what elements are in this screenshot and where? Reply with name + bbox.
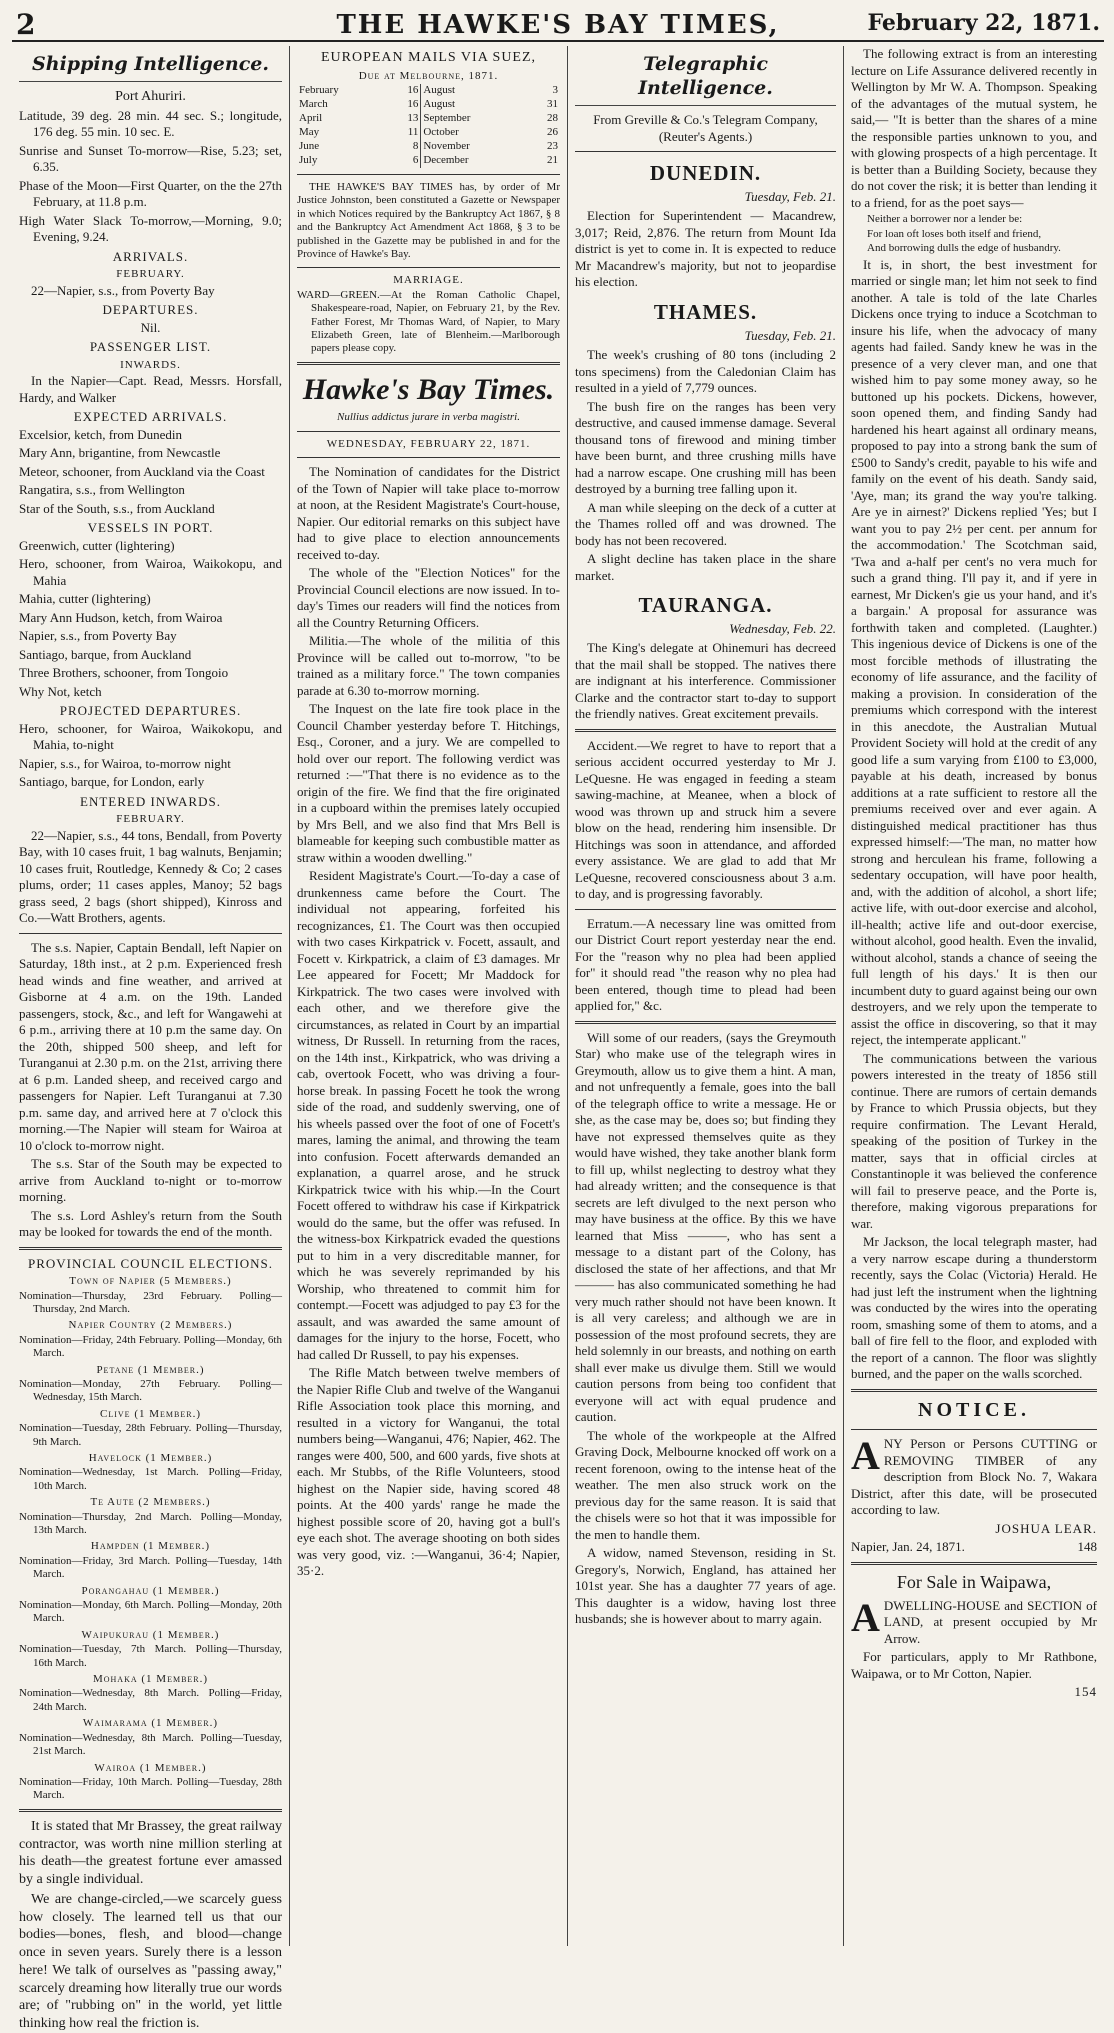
projected-heading: PROJECTED DEPARTURES. [59, 703, 242, 719]
mail-month: April [299, 112, 323, 125]
expected-heading: EXPECTED ARRIVALS. [73, 409, 228, 425]
mail-day: 28 [547, 112, 558, 125]
divider [851, 1562, 1097, 1565]
notice-place: Napier, Jan. 24, 1871. [851, 1539, 965, 1555]
passenger-heading: PASSENGER LIST. [89, 339, 212, 355]
sale-text [851, 1594, 1097, 1648]
vessels-heading: VESSELS IN PORT. [87, 520, 214, 536]
mail-day: 6 [388, 154, 420, 168]
tauranga-heading: TAURANGA. [638, 593, 773, 618]
telegram-source: From Greville & Co.'s Telegram Company, (Reuter's Agents.) [593, 112, 818, 144]
extract-paragraph: The following extract is from an interesting lecture on Life Assurance delivered recently in Wellington by Mr W. A. Thompson. Speaking of the advantages of the mutual system, he said,— "It is better than the shares of a mine the responsible parties unknown to you, and with glowing prospects of a high percentage. It is better than a Building Society, because they do not cover the risk; it is better than lending it to a friend, for as the poet says— [851, 46, 1097, 210]
divider [19, 1247, 282, 1250]
elections-heading: PROVINCIAL COUNCIL ELECTIONS. [27, 1255, 274, 1271]
mail-day: 16 [388, 84, 420, 98]
divider [575, 909, 836, 910]
divider [851, 1429, 1097, 1430]
tauranga-date: Wednesday, Feb. 22. [729, 620, 836, 636]
list-item: Santiago, barque, for London, early [19, 774, 205, 790]
election-district: Mohaka (1 Member.) [92, 1673, 209, 1686]
port-name: Port Ahuriri. [115, 89, 186, 105]
entered-heading: ENTERED INWARDS. [80, 793, 221, 809]
mails-row [297, 126, 560, 140]
mail-month: July [299, 154, 318, 167]
mails-heading: EUROPEAN MAILS VIA SUEZ, [320, 50, 537, 65]
mail-month: November [423, 140, 470, 153]
notice-text [851, 1433, 1097, 1519]
thames-date: Tuesday, Feb. 21. [744, 327, 836, 343]
election-district: Havelock (1 Member.) [88, 1451, 213, 1464]
erratum-paragraph: Erratum.—A necessary line was omitted from our District Court report yesterday near the end. For the "reason why no plea had been applied for" it should read "the reason why no plea had been entered, though time to plead had been applied for," &c. [575, 915, 836, 1014]
latitude: Latitude, 39 deg. 28 min. 44 sec. S.; longitude, 176 deg. 55 min. 10 sec. E. [19, 107, 282, 140]
verse-line: Neither a borrower nor a lender be: [867, 213, 1023, 225]
list-item: Santiago, barque, from Auckland [19, 646, 192, 662]
arrivals-month: FEBRUARY. [116, 268, 185, 281]
list-item: Excelsior, ketch, from Dunedin [19, 426, 183, 442]
election-district: Napier Country (2 Members.) [68, 1319, 233, 1332]
jackson-paragraph: Mr Jackson, the local telegraph master, had a very narrow escape during a thunderstorm recently, says the Colac (Victoria) Herald. He had just left the instrument when the lightning was conducted by the wires into the operating room, smashing some of them to atoms, and a ball of fire fell to the floor, and exploded with the report of a cannon. The floor was slightly burned, and the paper on the walls scorched. [851, 1234, 1097, 1382]
verse-line: For loan oft loses both itself and friend, [867, 227, 1042, 240]
nomination-paragraph: The Nomination of candidates for the District of the Town of Napier will take place to-morrow at noon, at the Resident Magistrate's Court-house, Napier. Our editorial remarks on this subject have had to give place to election announcements received to-day. [297, 464, 560, 562]
election-district: Te Aute (2 Members.) [90, 1496, 211, 1509]
arrivals-heading: ARRIVALS. [112, 248, 189, 264]
court-paragraph: Resident Magistrate's Court.—To-day a case of drunkenness came before the Court. The individual not appearing, forfeited his recognizances, £1. The Court was then occupied with two cases Kirkpatrick v. Focett, assault, and Focett v. Kirkpatrick, a claim of £3 damages. Mr Lee appeared for Focett; Mr Maddock for Kirkpatrick. The two cases were involved with each other, and we therefore give the circumstances, as related in Court by an impartial witness, Dr Russell. In returning from the races, on the 14th inst., Kirkpatrick, who was driving a cab, overtook Focett, who was driving a four-horse break. In passing Focett he took the wrong side of the road, and suddenly swerving, one of his wheels passed over the foot of one of Focett's mares, laming the animal, and throwing the team into confusion. Focett afterwards demanded an explanation, a quarrel arose, and he struck Kirkpatrick twice with his whip.—In the Court Focett offered to withdraw his case if Kirkpatrick would do the same, but the offer was refused. In the witness-box Kirkpatrick evaded the questions put to him in a very discreditable manner, for which he was severely reprimanded by his Worship, who threatened to commit him for contempt.—Focett was adjudged to pay £3 for the assault, and was awarded the same amount of damages for the injury to the horse, Focett, who had called Dr Russell, to pay his expenses. [297, 868, 560, 1362]
shipping-note: The s.s. Napier, Captain Bendall, left Napier on Saturday, 18th inst., at 2 p.m. Experienced fresh head winds and fine weather, and arrived at Gisborne at 4 a.m. on the 19th. Landed passengers, stock, &c., and left for Wangawehi at 6 p.m., arriving there at 10 p.m the same day. On the 20th, shipped 500 sheep, and left for Turanganui at 2.30 p.m. on the 21st, arriving there at 6 p.m. Landed sheep, and received cargo and passengers for Napier. Left Turanganui at 7.30 p.m. same day, and arrived here at 7 o'clock this morning.—The Napier will steam for Wairoa at 10 o'clock to-morrow night. [19, 939, 282, 1153]
election-dates: Nomination—Monday, 6th March. Polling—Monday, 20th March. [19, 1599, 282, 1625]
election-district: Hampden (1 Member.) [90, 1540, 211, 1553]
dunedin-text: Election for Superintendent — Macandrew, 3,017; Reid, 2,876. The return from Mount Ida district is yet to come in. It is expected to reduce Mr Macandrew's majority, but not to jeopardise his election. [575, 208, 836, 290]
arrivals-text: 22—Napier, s.s., from Poverty Bay [31, 282, 215, 298]
mail-day: 31 [547, 98, 558, 111]
mail-month: March [299, 98, 328, 111]
thames-text: The week's crushing of 80 tons (including 2 tons specimens) from the Caledonian Claim has resulted in a yield of 7,779 ounces. [575, 347, 836, 396]
marriage-notice: WARD—GREEN.—At the Roman Catholic Chapel, Shakespeare-road, Napier, on February 21, by the Rev. Father Forest, Mr Thomas Ward, of Napier, to Mary Elizabeth Green, late of Blenheim.—Marlborough papers please copy. [297, 288, 560, 355]
election-dates: Nomination—Thursday, 2nd March. Polling—Monday, 13th March. [19, 1510, 282, 1537]
list-item: Mary Ann Hudson, ketch, from Wairoa [19, 609, 223, 625]
thames-heading: THAMES. [653, 299, 758, 324]
divider [851, 1389, 1097, 1392]
election-district: Petane (1 Member.) [96, 1363, 205, 1376]
change-paragraph: We are change-circled,—we scarcely guess how closely. The learned tell us that our bodies—bones, flesh, and blood—change once in seven years. Surely there is a lesson here! We talk of ourselves as "passing away," scarcely dreaming how literally true our words are; of "rubbing on" in the world, yet little thinking how real the friction is. [19, 1891, 282, 2032]
telegraph-paragraph: Will some of our readers, (says the Greymouth Star) who make use of the telegraph wires in Greymouth, allow us to give them a hint. A man, and not unfrequently a female, goes into the ball of the telegraph office to write a message. He or she, as the case may be, does so; but finding they have not expressed themselves quite as they would have wished, they take another blank form to fill up, whilst neglecting to destroy what they had already written; and the consequence is that secrets are left divulged to the next person who may have business at the office. By this we have learned that Miss ———, who has sent a message to a distant part of the Colony, has disclosed the state of her affections, and that Mr ——— has also communicated something he had very much rather should not have been known. It is all very careless; and although we are in possession of the most profound secrets, they are held solemnly in our breasts, and nothing on earth shall ever make us divulge them. Still we would caution persons from being too confident that everyone will act with equal prudence and caution. [575, 1029, 836, 1425]
divider [19, 933, 282, 934]
election-dates: Nomination—Thursday, 23rd February. Polling—Thursday, 2nd March. [19, 1289, 282, 1315]
drop-cap: A [851, 1433, 880, 1479]
election-district: Clive (1 Member.) [100, 1407, 201, 1420]
election-dates: Nomination—Friday, 10th March. Polling—Tuesday, 28th March. [19, 1775, 282, 1802]
inwards-label: INWARDS. [120, 358, 181, 371]
mail-month: October [423, 126, 459, 139]
column-telegraphic [568, 46, 844, 1946]
notice-heading: NOTICE. [918, 1398, 1030, 1421]
notice-body: NY Person or Persons CUTTING or REMOVING TIMBER of any description from Block No. 7, Wakara District, after this date, will be prosecuted according to law. [851, 1436, 1097, 1518]
departures-text: Nil. [140, 319, 161, 335]
sunrise: Sunrise and Sunset To-morrow—Rise, 5.23; set, 6.35. [19, 142, 282, 175]
mail-day: 8 [388, 140, 420, 154]
mails-row [297, 140, 560, 154]
entered-text: 22—Napier, s.s., 44 tons, Bendall, from Poverty Bay, with 10 cases fruit, 1 bag walnuts, Benjamin; 10 cases fruit, Routledge, Kennedy & Co; 2 cases plums, order; 11 cases apples, Manoy; 52 bags grass seed, 2 bags (short shipped), Kinross and Co.—Watt Brothers, agents. [19, 827, 282, 926]
list-item: Meteor, schooner, from Auckland via the Coast [19, 463, 265, 479]
militia-paragraph: Militia.—The whole of the militia of this Province will be called out to-morrow, "to be trained as a military force." The town companies parade at 6.30 to-morrow morning. [297, 633, 560, 698]
mail-month: August [423, 84, 456, 97]
sale-number: 154 [1074, 1684, 1097, 1700]
thames-text: A man while sleeping on the deck of a cutter at the Thames rolled off and was drowned. The body has not been recovered. [575, 499, 836, 548]
election-district: Wairoa (1 Member.) [94, 1761, 207, 1774]
divider [19, 1809, 282, 1812]
paper-title: Hawke's Bay Times. [302, 372, 555, 406]
notice-signature: JOSHUA LEAR. [995, 1520, 1097, 1536]
sale-heading: For Sale in Waipawa, [896, 1571, 1052, 1592]
mail-day: 11 [388, 126, 420, 140]
newspaper-title: THE HAWKE'S BAY TIMES, [336, 10, 780, 40]
mails-row [297, 154, 560, 168]
sale-particulars: For particulars, apply to Mr Rathbone, Waipawa, or to Mr Cotton, Napier. [851, 1649, 1097, 1681]
divider [297, 457, 560, 458]
list-item: Hero, schooner, for Wairoa, Waikokopu, and Mahia, to-night [19, 720, 282, 753]
mails-table [297, 84, 560, 168]
divider [575, 151, 836, 152]
list-item: Three Brothers, schooner, from Tongoio [19, 665, 229, 681]
mail-day: 26 [547, 126, 558, 139]
page-number: 2 [16, 8, 36, 41]
mails-row [297, 112, 560, 126]
list-item: Star of the South, s.s., from Auckland [19, 500, 215, 516]
mail-day: 13 [388, 112, 420, 126]
notice-footer [851, 1539, 1097, 1556]
drop-cap: A [851, 1594, 880, 1640]
editorial-dateline: WEDNESDAY, FEBRUARY 22, 1871. [326, 437, 531, 450]
election-district: Waimarama (1 Member.) [82, 1717, 219, 1730]
column-shipping [12, 46, 290, 2032]
mail-month: May [299, 126, 320, 139]
accident-paragraph: Accident.—We regret to have to report that a serious accident occurred yesterday to Mr J. LeQuesne. He was engaged in feeding a steam sawing-machine, at Meanee, when a block of wood was thrown up and struck him a severe blow on the head, rendering him insensible. Dr Hitchings was soon in attendance, and afforded every assistance. We are glad to add that Mr LeQuesne, recovered consciousness about 3 a.m. to day, and is progressing favorably. [575, 737, 836, 902]
mail-month: February [299, 84, 339, 97]
mail-month: August [423, 98, 456, 111]
dunedin-heading: DUNEDIN. [649, 161, 762, 186]
election-dates: Nomination—Tuesday, 7th March. Polling—Thursday, 16th March. [19, 1643, 282, 1669]
inquest-paragraph: The Inquest on the late fire took place in the Council Chamber yesterday before T. Hitchings, Esq., Coroner, and a jury. We are compelled to hold over our report. The following verdict was returned :—"That there is no evidence as to the origin of the fire. We find that the fire originated in a cupboard within the premises lately occupied by Mrs Bell, and we also find that Mrs Bell is blameable for keeping such combustible matter as straw within a wooden dwelling." [297, 701, 560, 865]
shipping-note: The s.s. Star of the South may be expected to arrive from Auckland to-night or to-morrow morning. [19, 1156, 282, 1205]
election-district: Waipukurau (1 Member.) [81, 1628, 220, 1641]
divider [297, 267, 560, 268]
mails-row [297, 84, 560, 98]
election-dates: Nomination—Friday, 24th February. Polling—Monday, 6th March. [19, 1333, 282, 1360]
divider [575, 729, 836, 732]
workpeople-paragraph: The whole of the workpeople at the Alfred Graving Dock, Melbourne knocked off work on a recent forenoon, owing to the intense heat of the weather. The men also struck work on the previous day for the same reason. It is said that the chisels were so hot that it was impossible for the men to handle them. [575, 1427, 836, 1542]
divider [297, 431, 560, 432]
election-notices-paragraph: The whole of the "Election Notices" for the Provincial Council elections are now issued. In to-day's Times our readers will find the notices from all the Country Returning Officers. [297, 565, 560, 630]
list-item: Napier, s.s., from Poverty Bay [19, 628, 177, 644]
departures-heading: DEPARTURES. [102, 302, 199, 318]
list-item: Hero, schooner, from Wairoa, Waikokopu, and Mahia [19, 556, 282, 588]
thames-text: A slight decline has taken place in the share market. [575, 551, 836, 583]
mail-day: 3 [552, 84, 558, 97]
gazette-notice: THE HAWKE'S BAY TIMES has, by order of Mr Justice Johnston, been constituted a Gazette or Newspaper in which Notices required by the Bankruptcy Act 1867, § 8 and the Bankruptcy Act Amendment Act 1868, § 3 to be published in the Gazette may be published in and for the Province of Hawke's Bay. [297, 180, 560, 261]
telegraphic-heading: Telegraphic Intelligence. [575, 52, 836, 106]
mail-day: 16 [388, 98, 420, 112]
column-miscellany [844, 46, 1104, 1946]
sale-body: DWELLING-HOUSE and SECTION of LAND, at present occupied by Mr Arrow. [883, 1597, 1097, 1646]
election-dates: Nomination—Tuesday, 28th February. Polling—Thursday, 9th March. [19, 1422, 282, 1448]
masthead [12, 6, 1104, 42]
tauranga-text: The King's delegate at Ohinemuri has decreed that the mail shall be stopped. The natives there are indignant at his interference. Commissioner Clarke and the contractor start to-day to support the friendly natives. Great excitement prevails. [575, 640, 836, 722]
paper-motto: Nullius addictus jurare in verba magistri. [337, 410, 520, 423]
mail-day: 21 [547, 154, 558, 167]
election-district: Town of Napier (5 Members.) [69, 1275, 232, 1288]
list-item: Mahia, cutter (lightering) [19, 591, 151, 607]
election-dates: Nomination—Monday, 27th February. Polling—Wednesday, 15th March. [19, 1377, 282, 1404]
mail-day: 23 [547, 140, 558, 153]
list-item: Napier, s.s., for Wairoa, to-morrow night [19, 755, 231, 771]
notice-number: 148 [1077, 1539, 1097, 1555]
issue-date: February 22, 1871. [867, 10, 1100, 36]
divider [575, 1021, 836, 1024]
brassey-paragraph: It is stated that Mr Brassey, the great railway contractor, was worth nine million sterling at his death—the greatest fortune ever amassed by a single individual. [19, 1818, 282, 1888]
communications-paragraph: The communications between the various powers interested in the treaty of 1856 still continue. There are rumors of certain demands by France to which Prussia objects, but they require confirmation. The Levant Herald, speaking of the position of Turkey in the matter, says that in official circles at Constantinople it was believed the conference will fail to preserve peace, and the Porte is, therefore, making vigorous preparations for war. [851, 1050, 1097, 1231]
verse-line: And borrowing dulls the edge of husbandry. [867, 242, 1061, 255]
list-item: Mary Ann, brigantine, from Newcastle [19, 445, 221, 461]
divider [297, 362, 560, 365]
mail-month: September [423, 112, 471, 125]
high-water: High Water Slack To-morrow,—Morning, 9.0; Evening, 9.24. [19, 212, 282, 245]
moon-phase: Phase of the Moon—First Quarter, on the the 27th February, at 11.8 p.m. [19, 177, 282, 210]
mail-month: December [423, 154, 469, 167]
list-item: Why Not, ketch [19, 683, 102, 699]
widow-paragraph: A widow, named Stevenson, residing in St. Gregory's, Norwich, England, has attained her 101st year. She has a daughter 77 years of age. This daughter is a widow, having lost three husbands; she is however about to marry again. [575, 1545, 836, 1627]
entered-month: FEBRUARY. [116, 813, 185, 826]
dunedin-date: Tuesday, Feb. 21. [744, 188, 836, 204]
mails-subheading: Due at Melbourne, 1871. [358, 69, 499, 82]
divider [297, 174, 560, 175]
elections-list [19, 1275, 282, 1803]
passenger-text: In the Napier—Capt. Read, Messrs. Horsfall, Hardy, and Walker [19, 373, 282, 405]
list-item: Rangatira, s.s., from Wellington [19, 482, 185, 498]
column-editorial [290, 46, 568, 1946]
shipping-note: The s.s. Lord Ashley's return from the South may be looked for towards the end of the month. [19, 1207, 282, 1240]
mail-month: June [299, 140, 320, 153]
list-item: Greenwich, cutter (lightering) [19, 537, 175, 553]
election-district: Porangahau (1 Member.) [81, 1584, 220, 1597]
rifle-match-paragraph: The Rifle Match between twelve members of the Napier Rifle Club and twelve of the Wanganui Rifle Association took place this morning, and resulted in a victory for Wanganui, the total numbers being—Wanganui, 476; Napier, 462. The ranges were 400, 500, and 600 yards, five shots at each. Mr Stubbs, of the Rifle Volunteers, stood highest on the Napier side, having scored 48 points. At the 400 yards' range he made the highest possible score of 20, having got a bull's eye each shot. The average shooting on both sides was very good, viz. :—Wanganui, 36·4; Napier, 35·2. [297, 1365, 560, 1579]
election-dates: Nomination—Wednesday, 8th March. Polling—Friday, 24th March. [19, 1687, 282, 1713]
mails-row [297, 98, 560, 112]
election-dates: Nomination—Wednesday, 8th March. Polling—Tuesday, 21st March. [19, 1731, 282, 1758]
shipping-heading: Shipping Intelligence. [19, 52, 282, 82]
marriage-heading: MARRIAGE. [393, 274, 464, 287]
election-dates: Nomination—Wednesday, 1st March. Polling—Friday, 10th March. [19, 1466, 282, 1492]
extract-continued: It is, in short, the best investment for married or single man; let him not seek to find another. A tale is told of the late Charles Dickens once trying to induce a Scotchman to insure his life, when the advocacy of many agents had failed. Sandy knew he was in the presence of a very clever man, and one that wished him to pay some money away, so he buttoned up his pockets. Dickens, however, soon opened them, and finding Sandy had hardened his heart against all ordinary means, proposed to pay into a strong bank the sum of £500 to Sandy's credit, payable to his wife and family on the event of his death. Sandy said, 'Aye, man; its grand the way you're talking. Are ye in airnest?' Dickens replied 'Yes; but I want you to pay 2½ per cent. per annum for the accommodation.' The Scotchman said, 'Twa and a-half per cent's no vera much for such a grand thing. I'll pay it, and if yere in earnest, Mr Dicken's gie us your hand, and it's a bargain.' A proposal for assurance was forthwith taken and completed. (Laughter.) This ingenious device of Dickens is one of the most forcible methods of illustrating the economy of life assurance, and the facility of making a provision. In consideration of the premiums which correspond with the interest in this anecdote, the Australian Mutual Provident Society will hold at the credit of any good life a sum varying from £100 to £3,000, payable at his death, increased by bonus additions at a rate sufficient to restore all the premiums received over and ever again. A distinguished medical practitioner has thus expressed himself:—'The man, no matter how strong and herculean his frame, following a sedentary occupation, will have poor health, and, with the addition of alcohol, a short life; active life, with out-door exercise and alcohol, ill-health; active life and out-door exercise, without alcohol, good health. Even the invalid, without alcohol, stands a chance of seeing the full length of his days.' It is then our incumbent duty to guard against being our own destroyers, and we rely upon the temperate to assist the office in discovering, so that it may reject, the intemperate applicant." [851, 256, 1097, 1048]
thames-text: The bush fire on the ranges has been very destructive, and caused immense damage. Several thousand tons of firewood and mining timber have been burnt, and three crushing mills have had a narrow escape. One crushing mill has been destroyed by a burning tree falling upon it. [575, 398, 836, 497]
election-dates: Nomination—Friday, 3rd March. Polling—Tuesday, 14th March. [19, 1554, 282, 1581]
